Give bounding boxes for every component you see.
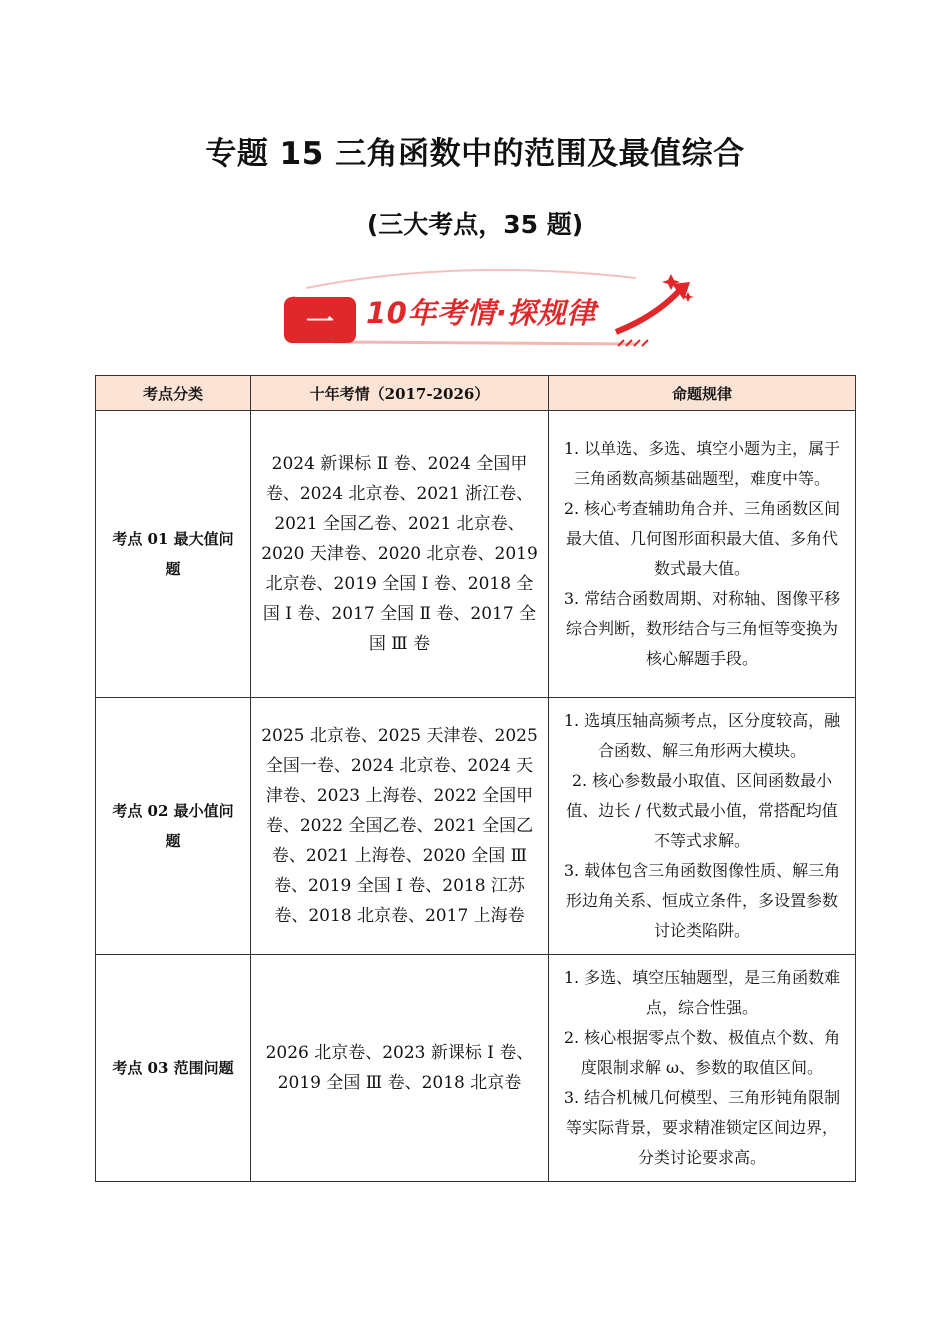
table-row bbox=[96, 955, 856, 1182]
rule-item: 2. 核心根据零点个数、极值点个数、角度限制求解 ω、参数的取值区间。 bbox=[563, 1028, 841, 1077]
rule-item: 3. 常结合函数周期、对称轴、图像平移综合判断，数形结合与三角恒等变换为核心解题手段。 bbox=[563, 589, 841, 668]
rule-item: 3. 结合机械几何模型、三角形钝角限制等实际背景，要求精准锁定区间边界，分类讨论要求高。 bbox=[563, 1088, 841, 1167]
table-header-row bbox=[96, 376, 856, 411]
years-cell: 2024 新课标 Ⅱ 卷、2024 全国甲卷、2024 北京卷、2021 浙江卷、2021 全国乙卷、2021 北京卷、2020 天津卷、2020 北京卷、2019 北京卷、2019 全国 Ⅰ 卷、2018 全国 Ⅰ 卷、2017 全国 Ⅱ 卷、2017 全国 Ⅲ 卷 bbox=[251, 411, 549, 698]
table-row bbox=[96, 411, 856, 698]
header-category: 考点分类 bbox=[96, 376, 251, 411]
rules-cell bbox=[549, 955, 856, 1182]
rules-cell bbox=[549, 411, 856, 698]
rules-cell bbox=[549, 698, 856, 955]
page-subtitle: (三大考点，35 题) bbox=[366, 210, 584, 239]
section-banner bbox=[276, 266, 700, 352]
rule-item: 1. 以单选、多选、填空小题为主，属于三角函数高频基础题型，难度中等。 bbox=[563, 439, 841, 488]
page-title: 专题 15 三角函数中的范围及最值综合 bbox=[205, 136, 745, 172]
rule-item: 2. 核心参数最小取值、区间函数最小值、边长 / 代数式最小值，常搭配均值不等式求解。 bbox=[566, 771, 838, 850]
category-cell: 考点 01 最大值问题 bbox=[96, 411, 251, 698]
banner-badge: 一 bbox=[305, 305, 335, 338]
rule-item: 3. 载体包含三角函数图像性质、解三角形边角关系、恒成立条件，多设置参数讨论类陷阱。 bbox=[563, 861, 841, 940]
exam-analysis-table bbox=[95, 375, 856, 1182]
category-cell: 考点 02 最小值问题 bbox=[96, 698, 251, 955]
banner-text: 10年考情·探规律 bbox=[366, 296, 596, 330]
rule-item: 1. 选填压轴高频考点，区分度较高，融合函数、解三角形两大模块。 bbox=[563, 711, 841, 760]
rule-item: 1. 多选、填空压轴题型，是三角函数难点，综合性强。 bbox=[563, 968, 841, 1017]
rule-item: 2. 核心考查辅助角合并、三角函数区间最大值、几何图形面积最大值、多角代数式最大值。 bbox=[563, 499, 841, 578]
category-cell: 考点 03 范围问题 bbox=[96, 955, 251, 1182]
years-cell: 2025 北京卷、2025 天津卷、2025 全国一卷、2024 北京卷、2024 天津卷、2023 上海卷、2022 全国甲卷、2022 全国乙卷、2021 全国乙卷、2021 上海卷、2020 全国 Ⅲ 卷、2019 全国 Ⅰ 卷、2018 江苏卷、2018 北京卷、2017 上海卷 bbox=[251, 698, 549, 955]
years-cell: 2026 北京卷、2023 新课标 Ⅰ 卷、2019 全国 Ⅲ 卷、2018 北京卷 bbox=[251, 955, 549, 1182]
header-years: 十年考情（2017-2026） bbox=[251, 376, 549, 411]
table-row bbox=[96, 698, 856, 955]
header-rules: 命题规律 bbox=[549, 376, 856, 411]
